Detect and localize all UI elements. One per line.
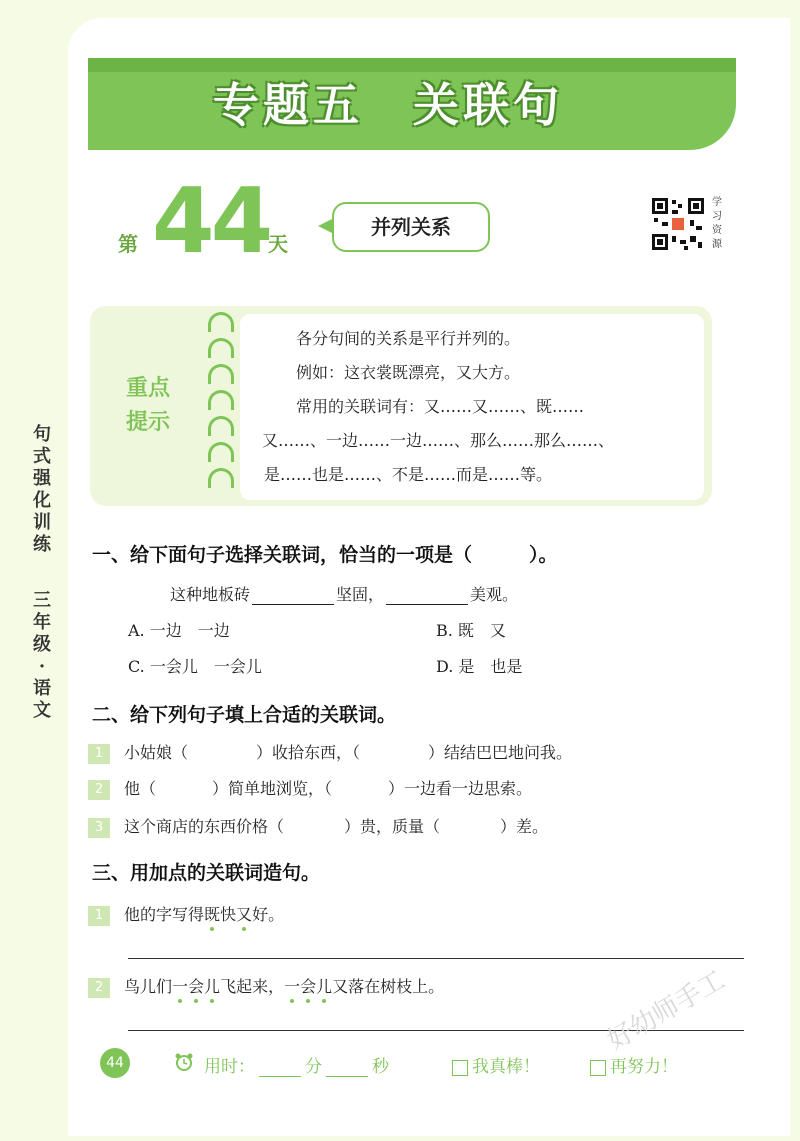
self-check-great[interactable]: 我真棒！	[452, 1052, 540, 1077]
fill-item: 2 他（ ）简单地浏览，（ ）一边看一边思索。	[88, 776, 532, 800]
answer-blank[interactable]	[386, 586, 468, 605]
alarm-clock-icon	[174, 1052, 194, 1072]
topic-bubble: 并列关系	[332, 202, 490, 252]
self-check-again[interactable]: 再努力！	[590, 1052, 678, 1077]
option-a[interactable]: A. 一边 一边	[128, 621, 230, 640]
fill-item: 1 小姑娘（ ）收拾东西，（ ）结结巴巴地问我。	[88, 740, 572, 764]
item-number: 2	[88, 978, 110, 998]
side-label: 句 式 强 化 训 练 三 年 级 · 语 文	[33, 424, 51, 721]
item-number: 1	[88, 906, 110, 926]
answer-line[interactable]	[128, 958, 744, 959]
day-number: 44	[152, 169, 270, 274]
option-d[interactable]: D. 是 也是	[436, 657, 523, 676]
page-number: 44	[100, 1048, 130, 1078]
minutes-blank[interactable]	[259, 1060, 301, 1077]
sentence-item: 2 鸟儿们一会儿飞起来，一会儿又落在树枝上。	[88, 974, 444, 998]
checkbox[interactable]	[452, 1060, 468, 1076]
tips-line: 常用的关联词有：又……又……、既……	[296, 397, 585, 416]
tips-line: 是……也是……、不是……而是……等。	[264, 465, 553, 484]
fill-item: 3 这个商店的东西价格（ ）贵，质量（ ）差。	[88, 814, 548, 838]
section1-title: 一、给下面句子选择关联词，恰当的一项是（ ）。	[92, 544, 558, 566]
qr-code-icon[interactable]	[650, 196, 706, 252]
tips-text	[264, 322, 700, 492]
checkbox[interactable]	[590, 1060, 606, 1076]
option-b[interactable]: B. 既 又	[436, 621, 506, 640]
day-prefix: 第	[118, 232, 138, 256]
seconds-blank[interactable]	[326, 1060, 368, 1077]
section2-title: 二、给下列句子填上合适的关联词。	[92, 704, 397, 726]
item-number: 2	[88, 780, 110, 800]
time-record: 用时： 分 秒	[204, 1057, 389, 1077]
item-number: 1	[88, 744, 110, 764]
day-suffix: 天	[268, 232, 288, 256]
qr-label: 学习资源	[712, 197, 722, 250]
tips-line: 又……、一边……一边……、那么……那么……、	[262, 431, 615, 450]
notebook-rings	[204, 312, 240, 502]
section3-title: 三、用加点的关联词造句。	[92, 862, 321, 884]
tips-line: 各分句间的关系是平行并列的。	[296, 329, 521, 348]
item-number: 3	[88, 818, 110, 838]
page-title: 专题五 关联句	[213, 78, 563, 132]
option-c[interactable]: C. 一会儿 一会儿	[128, 657, 262, 676]
sentence-item: 1 他的字写得既快又好。	[88, 902, 284, 926]
section1-sentence: 这种地板砖 坚固， 美观。	[170, 585, 519, 604]
tips-line: 例如：这衣裳既漂亮，又大方。	[296, 363, 521, 382]
watermark: 好幼师手工	[602, 965, 731, 1057]
answer-blank[interactable]	[252, 586, 334, 605]
tips-label: 重点 提示	[125, 376, 170, 435]
